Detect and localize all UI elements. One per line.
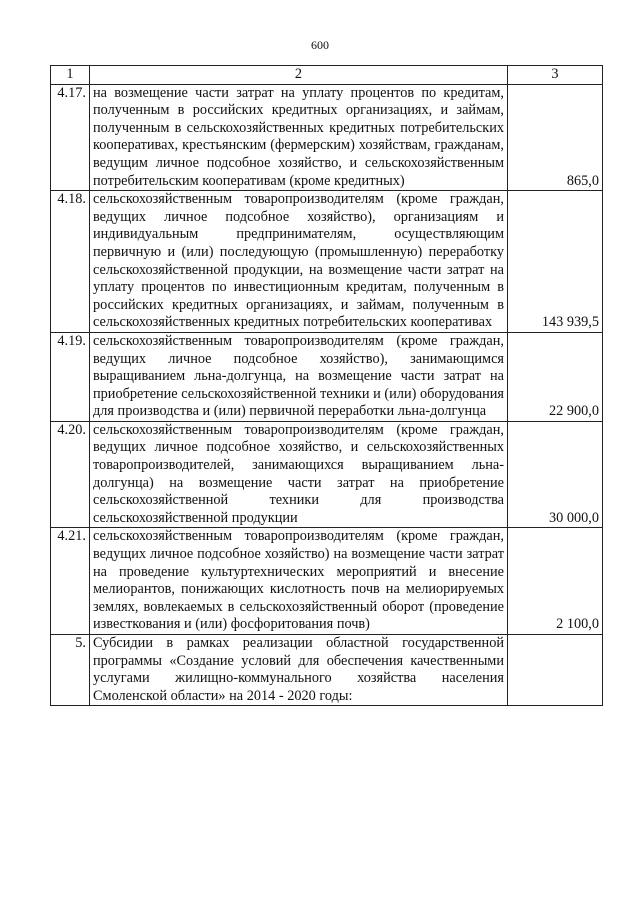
- row-amount: 2 100,0: [508, 528, 603, 635]
- row-description: сельскохозяйственным товаропроизводителям (кроме граждан, ведущих личное подсобное хозяйство), организациям и индивидуальным предпринимателям, осуществляющим первичную и (или) последующую (промышленную) переработку сельскохозяйственной продукции, на возмещение части затрат на уплату процентов по инвестиционным кредитам, полученным в российских кредитных организациях, и займам, полученным в сельскохозяйственных кредитных потребительских кооперативах: [90, 191, 508, 333]
- row-amount: 30 000,0: [508, 421, 603, 528]
- table-row: [51, 84, 603, 191]
- row-number: 4.18.: [51, 191, 90, 333]
- row-number: 4.17.: [51, 84, 90, 191]
- row-amount: 22 900,0: [508, 332, 603, 421]
- row-number: 4.19.: [51, 332, 90, 421]
- subsidy-table: [50, 65, 603, 706]
- table-row: [51, 332, 603, 421]
- column-header-number: 1: [51, 66, 90, 85]
- row-description: сельскохозяйственным товаропроизводителям (кроме граждан, ведущих личное подсобное хозяйство) на возмещение части затрат на проведение культуртехнических мероприятий и внесение мелиорантов, понижающих кислотность почв на мелиорируемых землях, вовлекаемых в сельскохозяйственный оборот (проведение известкования и (или) фосфоритования почв): [90, 528, 508, 635]
- row-description: сельскохозяйственным товаропроизводителям (кроме граждан, ведущих личное подсобное хозяйство, и сельскохозяйственных товаропроизводителей, занимающихся выращиванием льна-долгунца) на возмещение части затрат на приобретение сельскохозяйственной техники для производства сельскохозяйственной продукции: [90, 421, 508, 528]
- row-description: на возмещение части затрат на уплату процентов по кредитам, полученным в российских кредитных организациях, и займам, полученным в сельскохозяйственных кредитных потребительских кооперативах, крестьянским (фермерским) хозяйствам, гражданам, ведущим личное подсобное хозяйство, и сельскохозяйственным потребительским кооперативам (кроме кредитных): [90, 84, 508, 191]
- row-amount: 865,0: [508, 84, 603, 191]
- row-number: 5.: [51, 635, 90, 706]
- table-row: [51, 421, 603, 528]
- row-number: 4.21.: [51, 528, 90, 635]
- row-amount: 143 939,5: [508, 191, 603, 333]
- table-header-row: [51, 66, 603, 85]
- column-header-amount: 3: [508, 66, 603, 85]
- table-row: [51, 191, 603, 333]
- page-number: 600: [311, 38, 329, 52]
- column-header-description: 2: [90, 66, 508, 85]
- row-amount: [508, 635, 603, 706]
- row-description: сельскохозяйственным товаропроизводителям (кроме граждан, ведущих личное подсобное хозяйство), занимающимся выращиванием льна-долгунца, на возмещение части затрат на приобретение сельскохозяйственной техники и (или) оборудования для производства и (или) первичной переработки льна-долгунца: [90, 332, 508, 421]
- row-number: 4.20.: [51, 421, 90, 528]
- table-row: [51, 528, 603, 635]
- row-description: Субсидии в рамках реализации областной государственной программы «Создание условий для обеспечения качественными услугами жилищно-коммунального хозяйства населения Смоленской области» на 2014 - 2020 годы:: [90, 635, 508, 706]
- table-row: [51, 635, 603, 706]
